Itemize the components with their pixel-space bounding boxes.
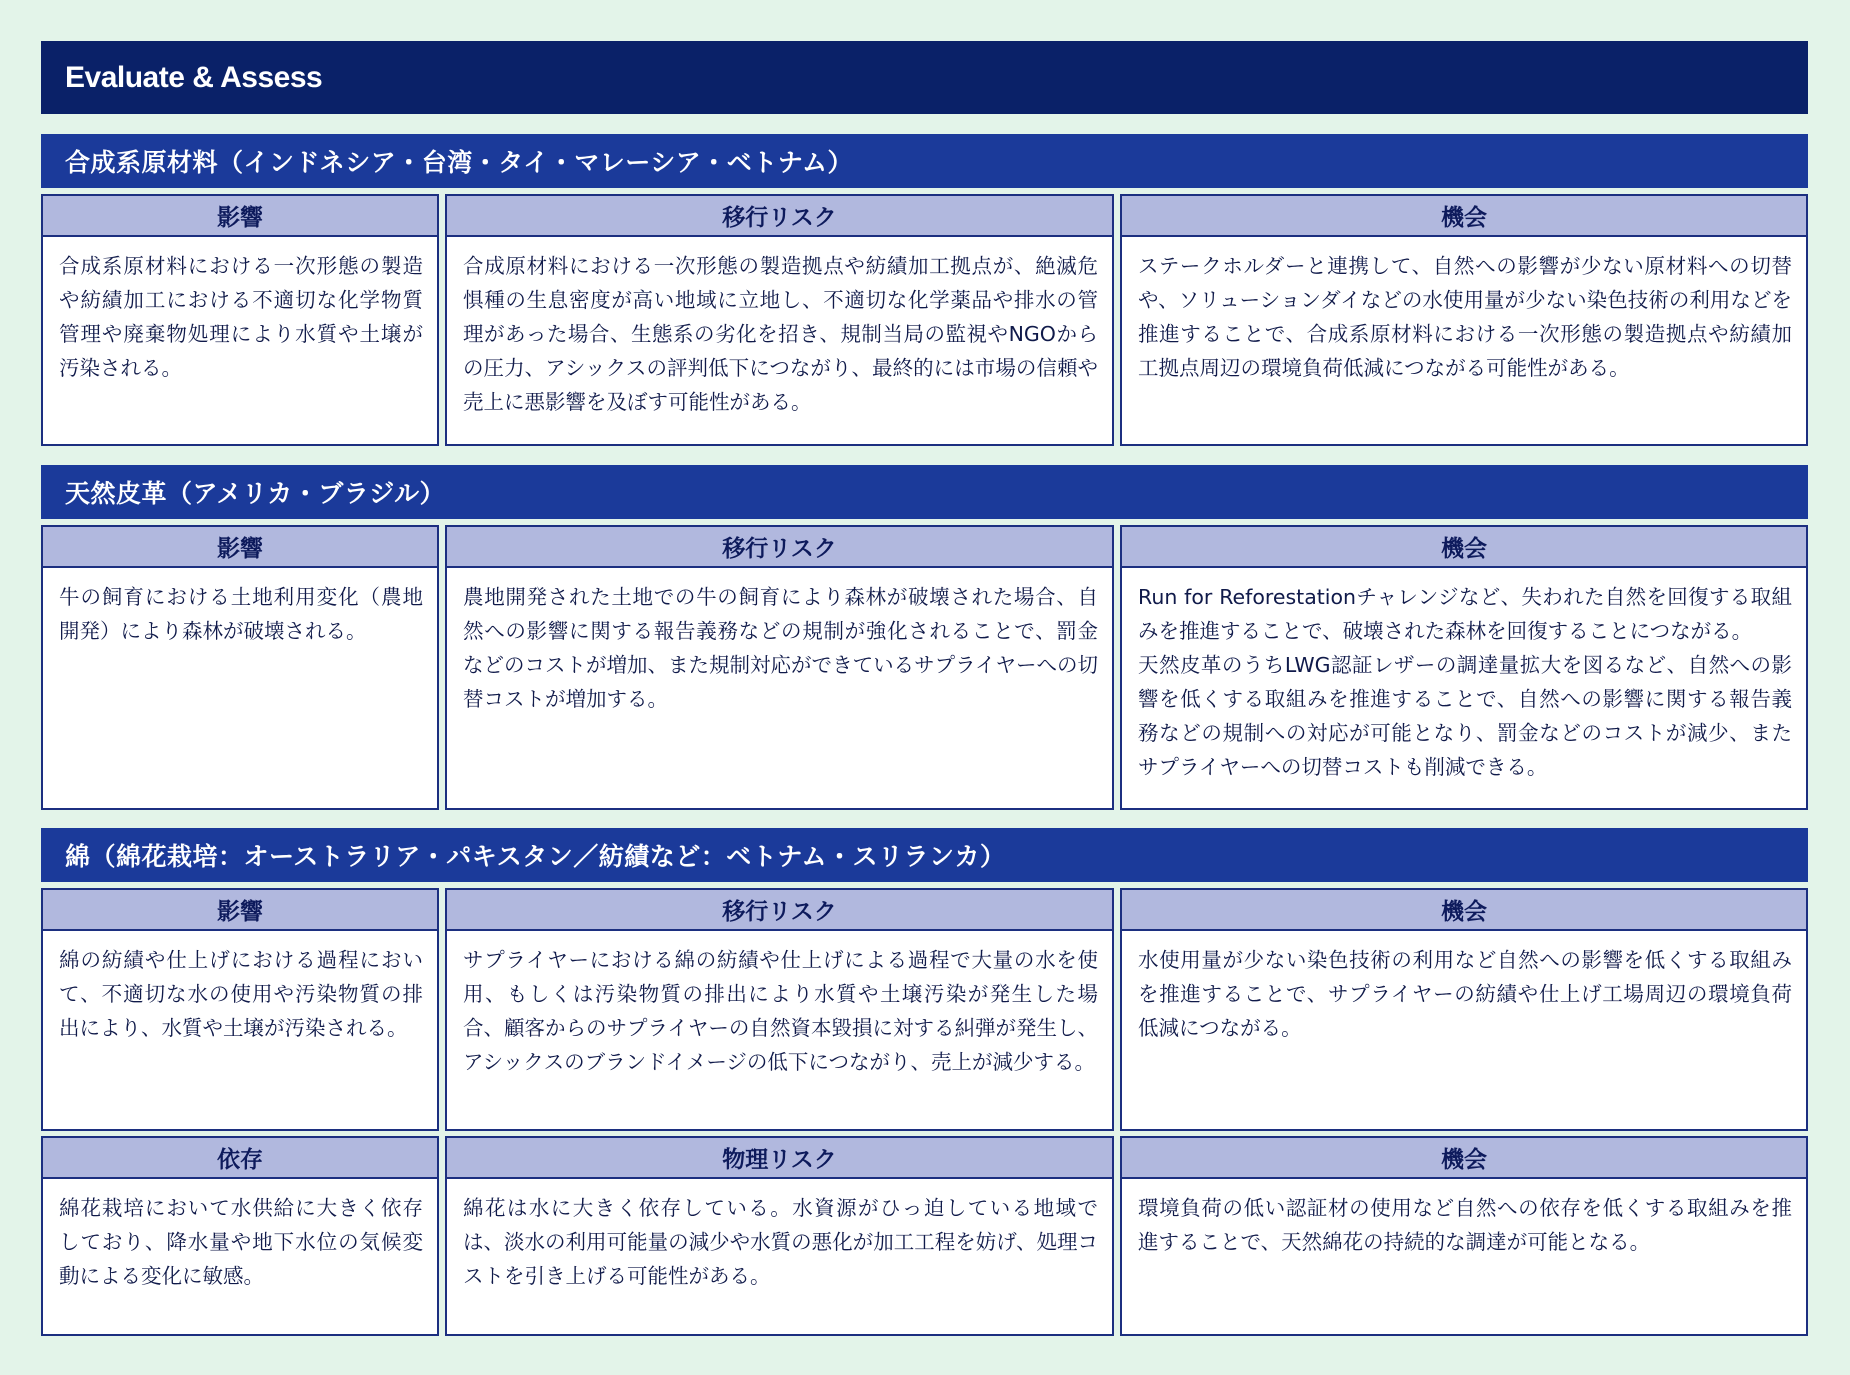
page-title: Evaluate & Assess bbox=[41, 41, 1808, 114]
section-title-leather: 天然皮革（アメリカ・ブラジル） bbox=[41, 465, 1808, 519]
cell-text bbox=[1122, 931, 1806, 1055]
cell-paragraph: 水使用量が少ない染色技術の利用など自然への影響を低くする取組みを推進することで、サプライヤーの紡績や仕上げ工場周辺の環境負荷低減につながる。 bbox=[1138, 948, 1792, 1040]
cell-heading-impact: 影響 bbox=[43, 196, 437, 237]
cell-paragraph: Run for Reforestationチャレンジなど、失われた自然を回復する取組みを推進することで、破壊された森林を回復することにつながる。 bbox=[1138, 585, 1792, 643]
cell-opportunity bbox=[1120, 194, 1808, 446]
cell-heading-physical-risk: 物理リスク bbox=[447, 1138, 1112, 1179]
section-title-synthetic: 合成系原材料（インドネシア・台湾・タイ・マレーシア・ベトナム） bbox=[41, 134, 1808, 188]
cell-heading-dependency: 依存 bbox=[43, 1138, 437, 1179]
cell-text bbox=[1122, 568, 1806, 794]
cell-paragraph: 合成原材料における一次形態の製造拠点や紡績加工拠点が、絶滅危惧種の生息密度が高い地域に立地し、不適切な化学薬品や排水の管理があった場合、生態系の劣化を招き、規制当局の監視やNGOからの圧力、アシックスの評判低下につながり、最終的には市場の信頼や売上に悪影響を及ぼす可能性がある。 bbox=[463, 254, 1098, 414]
cell-text bbox=[1122, 1179, 1806, 1269]
cell-paragraph: サプライヤーにおける綿の紡績や仕上げによる過程で大量の水を使用、もしくは汚染物質の排出により水質や土壌汚染が発生した場合、顧客からのサプライヤーの自然資本毀損に対する糾弾が発生し、アシックスのブランドイメージの低下につながり、売上が減少する。 bbox=[463, 948, 1098, 1074]
cell-heading-impact: 影響 bbox=[43, 890, 437, 931]
cell-dependency bbox=[41, 1136, 439, 1336]
cell-opportunity bbox=[1120, 1136, 1808, 1336]
cell-text bbox=[43, 568, 437, 658]
cell-heading-transition-risk: 移行リスク bbox=[447, 196, 1112, 237]
cell-paragraph: 綿の紡績や仕上げにおける過程において、不適切な水の使用や汚染物質の排出により、水質や土壌が汚染される。 bbox=[59, 948, 423, 1040]
cell-text bbox=[447, 1179, 1112, 1303]
cell-impact bbox=[41, 525, 439, 810]
cell-text bbox=[1122, 237, 1806, 395]
cell-transition-risk bbox=[445, 525, 1114, 810]
cell-text bbox=[43, 1179, 437, 1303]
cell-text bbox=[43, 931, 437, 1055]
cell-paragraph: 環境負荷の低い認証材の使用など自然への依存を低くする取組みを推進することで、天然綿花の持続的な調達が可能となる。 bbox=[1138, 1196, 1792, 1254]
cell-heading-transition-risk: 移行リスク bbox=[447, 890, 1112, 931]
cell-heading-transition-risk: 移行リスク bbox=[447, 527, 1112, 568]
cell-heading-opportunity: 機会 bbox=[1122, 1138, 1806, 1179]
cell-paragraph: 天然皮革のうちLWG認証レザーの調達量拡大を図るなど、自然への影響を低くする取組みを推進することで、自然への影響に関する報告義務などの規制への対応が可能となり、罰金などのコストが減少、またサプライヤーへの切替コストも削減できる。 bbox=[1138, 653, 1792, 779]
cell-text bbox=[447, 237, 1112, 429]
cell-opportunity bbox=[1120, 888, 1808, 1131]
cell-paragraph: 合成系原材料における一次形態の製造や紡績加工における不適切な化学物質管理や廃棄物処理により水質や土壌が汚染される。 bbox=[59, 254, 423, 380]
cell-impact bbox=[41, 194, 439, 446]
cell-paragraph: 綿花栽培において水供給に大きく依存しており、降水量や地下水位の気候変動による変化に敏感。 bbox=[59, 1196, 423, 1288]
cell-paragraph: ステークホルダーと連携して、自然への影響が少ない原材料への切替や、ソリューションダイなどの水使用量が少ない染色技術の利用などを推進することで、合成系原材料における一次形態の製造拠点や紡績加工拠点周辺の環境負荷低減につながる可能性がある。 bbox=[1138, 254, 1792, 380]
cell-transition-risk bbox=[445, 888, 1114, 1131]
cell-heading-opportunity: 機会 bbox=[1122, 527, 1806, 568]
cell-opportunity bbox=[1120, 525, 1808, 810]
cell-impact bbox=[41, 888, 439, 1131]
cell-transition-risk bbox=[445, 194, 1114, 446]
section-title-cotton: 綿（綿花栽培：オーストラリア・パキスタン／紡績など：ベトナム・スリランカ） bbox=[41, 828, 1808, 882]
cell-text bbox=[447, 568, 1112, 726]
cell-paragraph: 牛の飼育における土地利用変化（農地開発）により森林が破壊される。 bbox=[59, 585, 423, 643]
cell-paragraph: 農地開発された土地での牛の飼育により森林が破壊された場合、自然への影響に関する報告義務などの規制が強化されることで、罰金などのコストが増加、また規制対応ができているサプライヤーへの切替コストが増加する。 bbox=[463, 585, 1098, 711]
cell-heading-opportunity: 機会 bbox=[1122, 196, 1806, 237]
cell-heading-impact: 影響 bbox=[43, 527, 437, 568]
cell-text bbox=[447, 931, 1112, 1089]
cell-heading-opportunity: 機会 bbox=[1122, 890, 1806, 931]
cell-physical-risk bbox=[445, 1136, 1114, 1336]
cell-text bbox=[43, 237, 437, 395]
cell-paragraph: 綿花は水に大きく依存している。水資源がひっ迫している地域では、淡水の利用可能量の減少や水質の悪化が加工工程を妨げ、処理コストを引き上げる可能性がある。 bbox=[463, 1196, 1098, 1288]
